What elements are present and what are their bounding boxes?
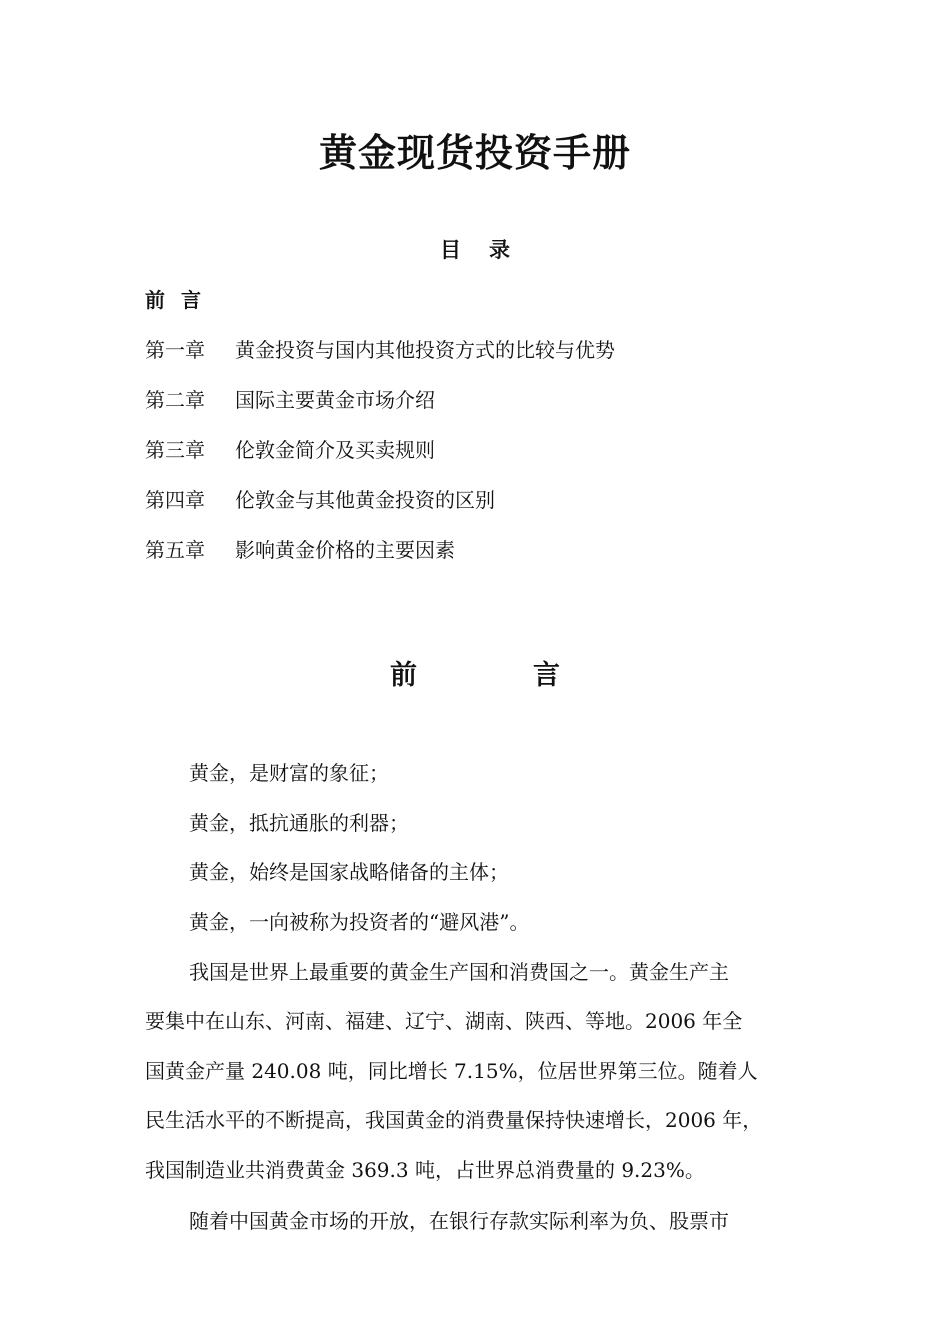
preface-line: 黄金，一向被称为投资者的“避风港”。 bbox=[189, 910, 530, 934]
toc-chapter-title: 伦敦金与其他黄金投资的区别 bbox=[235, 488, 495, 512]
preface-line: 黄金，始终是国家战略储备的主体； bbox=[189, 860, 509, 884]
preface-paragraph-line: 要集中在山东、河南、福建、辽宁、湖南、陕西、等地。2006 年全 bbox=[145, 1009, 743, 1033]
preface-paragraph-line: 民生活水平的不断提高，我国黄金的消费量保持快速增长，2006 年， bbox=[145, 1108, 763, 1132]
toc-item-chapter-4[interactable] bbox=[145, 484, 495, 516]
toc-chapter-number: 第五章 bbox=[145, 538, 205, 562]
preface-paragraph-line: 我国制造业共消费黄金 369.3 吨，占世界总消费量的 9.23%。 bbox=[145, 1158, 705, 1182]
toc-chapter-number: 第二章 bbox=[145, 388, 205, 412]
toc-item-chapter-3[interactable] bbox=[145, 434, 435, 466]
toc-chapter-number: 第四章 bbox=[145, 488, 205, 512]
preface-paragraph-line: 我国是世界上最重要的黄金生产国和消费国之一。黄金生产主 bbox=[189, 960, 729, 984]
toc-heading bbox=[0, 234, 950, 266]
toc-chapter-title: 影响黄金价格的主要因素 bbox=[235, 538, 455, 562]
toc-preface-char: 言 bbox=[181, 288, 201, 312]
preface-paragraph-line: 国黄金产量 240.08 吨，同比增长 7.15%，位居世界第三位。随着人 bbox=[145, 1059, 758, 1083]
toc-chapter-title: 伦敦金简介及买卖规则 bbox=[235, 438, 435, 462]
toc-heading-char: 录 bbox=[489, 237, 510, 262]
toc-chapter-title: 国际主要黄金市场介绍 bbox=[235, 388, 435, 412]
toc-item-preface[interactable] bbox=[145, 284, 217, 316]
preface-paragraph-line: 随着中国黄金市场的开放，在银行存款实际利率为负、股票市 bbox=[189, 1209, 729, 1233]
preface-line: 黄金，抵抗通胀的利器； bbox=[189, 811, 409, 835]
preface-heading-char: 前 bbox=[390, 660, 417, 691]
toc-chapter-number: 第一章 bbox=[145, 338, 205, 362]
document-title: 黄金现货投资手册 bbox=[318, 130, 631, 175]
toc-preface-char: 前 bbox=[145, 288, 165, 312]
toc-heading-char: 目 bbox=[440, 237, 461, 262]
toc-item-chapter-1[interactable] bbox=[145, 334, 615, 366]
toc-chapter-number: 第三章 bbox=[145, 438, 205, 462]
preface-heading-char: 言 bbox=[533, 660, 560, 691]
toc-item-chapter-2[interactable] bbox=[145, 384, 435, 416]
preface-line: 黄金，是财富的象征； bbox=[189, 761, 389, 785]
toc-item-chapter-5[interactable] bbox=[145, 534, 455, 566]
preface-heading bbox=[0, 656, 950, 696]
toc-chapter-title: 黄金投资与国内其他投资方式的比较与优势 bbox=[235, 338, 615, 362]
